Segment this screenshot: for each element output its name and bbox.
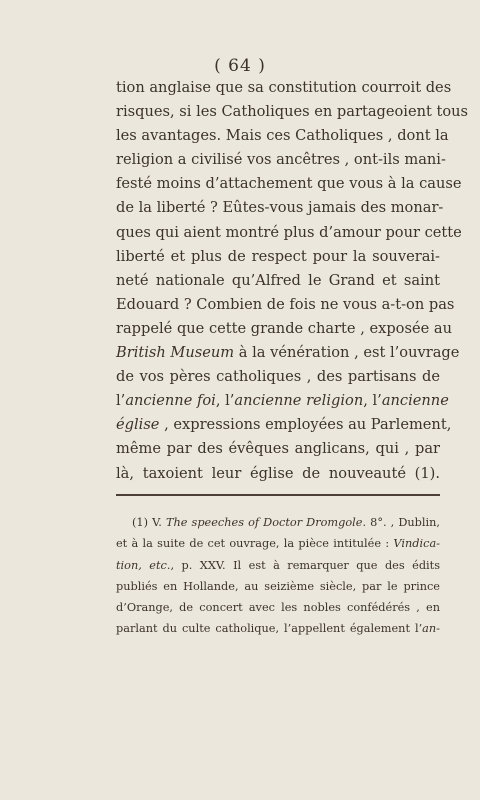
text-run: festé moins d’attachement que vous à la cause	[116, 175, 462, 193]
footnote-rule	[116, 494, 440, 496]
text-run: de vos pères catholiques , des partisans de	[116, 368, 440, 386]
footnote-line	[116, 533, 440, 554]
body-line	[116, 341, 460, 365]
footnote-line	[116, 597, 440, 618]
page-number: ( 64 )	[214, 56, 266, 76]
body-line	[116, 413, 452, 437]
text-run: , p. XXV. Il est à remarquer que des édits	[170, 558, 440, 572]
italic-text: an-	[422, 622, 440, 636]
italic-text: ancienne foi	[125, 392, 216, 410]
italic-text: The speeches of Doctor Dromgole.	[165, 516, 367, 529]
body-line	[116, 76, 452, 100]
text-run: , l’	[215, 392, 235, 410]
body-line	[116, 172, 462, 196]
body-line	[116, 269, 440, 293]
text-run: liberté et plus de respect pour la souverai-	[116, 247, 440, 265]
text-run: l’	[116, 392, 126, 410]
footnote-line	[116, 618, 440, 639]
text-run: , expressions employées au Parlement,	[159, 416, 452, 434]
text-run: de la liberté ? Eûtes-vous jamais des monar-	[116, 199, 444, 217]
body-line	[116, 196, 444, 220]
body-line	[116, 100, 469, 124]
text-run: même par des évêques anglicans, qui , par	[116, 440, 440, 458]
body-line	[116, 293, 455, 317]
text-run: à la vénération , est l’ouvrage	[234, 344, 460, 362]
text-run: risques, si les Catholiques en partageoient tous	[116, 103, 469, 121]
text-run: et à la suite de cet ouvrage, la pièce intitulée :	[116, 537, 394, 551]
text-run: Edouard ? Combien de fois ne vous a-t-on pas	[116, 295, 455, 313]
body-line	[116, 437, 440, 461]
footnote-line	[116, 576, 440, 597]
italic-text: ancienne	[381, 392, 449, 410]
text-run: les avantages. Mais ces Catholiques , dont la	[116, 127, 449, 145]
text-run: là, taxoient leur église de nouveauté (1).	[116, 464, 440, 482]
text-run: publiés en Hollande, au seizième siècle, par le prince	[116, 579, 440, 593]
italic-text: British Museum	[116, 344, 235, 362]
body-text	[116, 76, 469, 486]
italic-text: église	[116, 416, 160, 434]
text-run: tion anglaise que sa constitution courroit des	[116, 79, 452, 96]
text-run: neté nationale qu’Alfred le Grand et saint	[116, 271, 440, 289]
text-run: rappelé que cette grande charte , exposée au	[116, 319, 452, 337]
italic-text: tion, etc.	[116, 558, 171, 572]
body-line	[116, 462, 440, 486]
body-line	[116, 124, 449, 148]
italic-text: Vindica-	[393, 537, 440, 551]
italic-text: ancienne religion	[234, 392, 364, 410]
footnote-line	[116, 512, 440, 533]
text-run: religion a civilisé vos ancêtres , ont-ils mani-	[116, 151, 446, 169]
text-run: 8°. , Dublin,	[366, 516, 441, 529]
body-line	[116, 148, 446, 172]
text-run: (1) V.	[132, 516, 166, 529]
text-run: d’Orange, de concert avec les nobles confédérés , en	[116, 601, 440, 615]
body-line	[116, 317, 452, 341]
body-line	[116, 389, 449, 413]
text-run: , l’	[363, 392, 382, 410]
text-run: ques qui aient montré plus d’amour pour cette	[116, 223, 462, 241]
body-line	[116, 221, 462, 245]
body-line	[116, 245, 440, 269]
footnote-line	[116, 555, 440, 576]
footnotes	[116, 512, 440, 640]
body-line	[116, 365, 440, 389]
text-run: parlant du culte catholique, l’appellent également l’	[116, 622, 423, 636]
